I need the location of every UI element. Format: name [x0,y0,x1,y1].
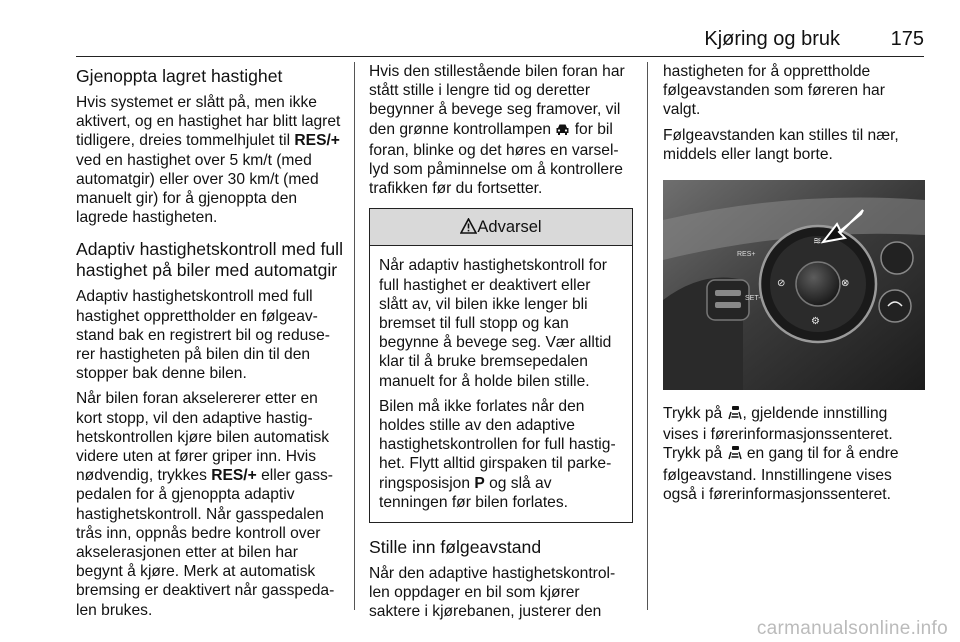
heading-resume-speed: Gjenoppta lagret hastighet [76,66,283,86]
text: eller gass-pedalen for å gjenoppta adaptiv hastighetskontroll. Når gasspedalen trås inn, oppnås bedre kontroll over akselerasjonen etter at bilen har begynt å kjøre. Merk at automatisk bremsing er deaktivert når gasspeda-len brukes. [76,467,335,619]
text: Hvis den stillestående bilen foran har stått stille i lengre tid og deretter begynner å bevege seg framover, vil den grønne kontrollampen [369,63,625,138]
text: ved en hastighet over 5 km/t (med automatgir) eller over 30 km/t (med manuelt gir) for å gjenoppta den lagrede hastigheten. [76,151,319,227]
text: en gang til for å endre følgeavstand. Innstillingene vises også i førerinformasjonssenteret. [663,445,899,503]
heading-set-distance: Stille inn følgeavstand [369,537,542,558]
steering-wheel-photo [663,180,925,390]
distance-symbol: ≋ [813,236,822,248]
res-label: RES/+ [211,467,257,485]
text: for bil foran, blinke og det høres en varsel-lyd som påminnelse om å kontrollere trafikken før du fortsetter. [369,120,623,198]
column-divider [354,62,355,610]
column-divider [647,62,648,610]
paragraph: Når adaptiv hastighetskontroll for full hastighet er deaktivert eller slått av, vil bilen ikke lenger bli bremset til full stopp og kan begynne å bevege seg. Vær alltid klar til å bruke bremsepedalen manuelt for å holde bilen stille. [379,257,612,390]
watermark: carmanualsonline.info [756,618,948,639]
paragraph: Følgeavstanden kan stilles til nær, middels eller langt borte. [663,126,899,163]
park-label: P [474,474,485,492]
warning-title: Advarsel [477,218,542,237]
warning-triangle-icon [460,211,477,247]
paragraph [663,404,925,504]
limiter-symbol: ⊗ [841,278,850,290]
warning-box [369,208,633,523]
paragraph [76,93,344,227]
paragraph [76,389,344,619]
warning-body [370,246,632,522]
paragraph: Adaptiv hastighetskontroll med full hastighet opprettholder en følgeav-stand bak en registrert bil og reduse-rer hastigheten på bilen din til den stopper bak denne bilen. [76,288,330,383]
heading-adaptive-cruise: Adaptiv hastighetskontroll med full hastighet på biler med automatgir [76,239,343,281]
text: Bilen må ikke forlates når den holdes stille av den adaptive hastighetskontrollen for full hastig-het. Flytt alltid girspaken til parke-ringsposisjon [379,397,616,492]
paragraph [369,62,633,198]
column-right [663,62,925,510]
cruise-symbol: ⊘ [777,278,786,290]
page-number: 175 [890,28,924,50]
page-header [76,22,924,57]
column-middle [369,62,633,628]
column-left [76,62,344,626]
following-distance-icon [727,445,743,465]
set-label: SET- [745,295,761,303]
text: og slå av tenningen før bilen forlates. [379,474,568,511]
paragraph [379,397,623,512]
text: Trykk på [663,405,727,423]
section-title: Kjøring og bruk [704,28,840,50]
res-label: RES+ [737,251,756,259]
warning-header [370,209,632,246]
car-ahead-icon [555,122,570,141]
following-distance-icon [727,405,743,425]
res-label: RES/+ [294,132,340,150]
text: Hvis systemet er slått på, men ikke aktivert, og en hastighet har blitt lagret tidligere, dreies tommelhjulet til [76,94,341,150]
paragraph: hastigheten for å opprettholde følgeavstanden som føreren har valgt. [663,63,885,119]
text: Når bilen foran akselererer etter en kort stopp, vil den adaptive hastig-hetskontrollen kjøre bilen automatisk videre uten at fører griper inn. Hvis nødvendig, trykkes [76,390,330,485]
lane-symbol: ⚙ [811,316,820,328]
paragraph: Når den adaptive hastighetskontrol-len oppdager en bil som kjører saktere i kjørebanen, justerer den [369,565,616,621]
text: , gjeldende innstilling vises i førerinformasjonssenteret. Trykk på [663,405,893,463]
